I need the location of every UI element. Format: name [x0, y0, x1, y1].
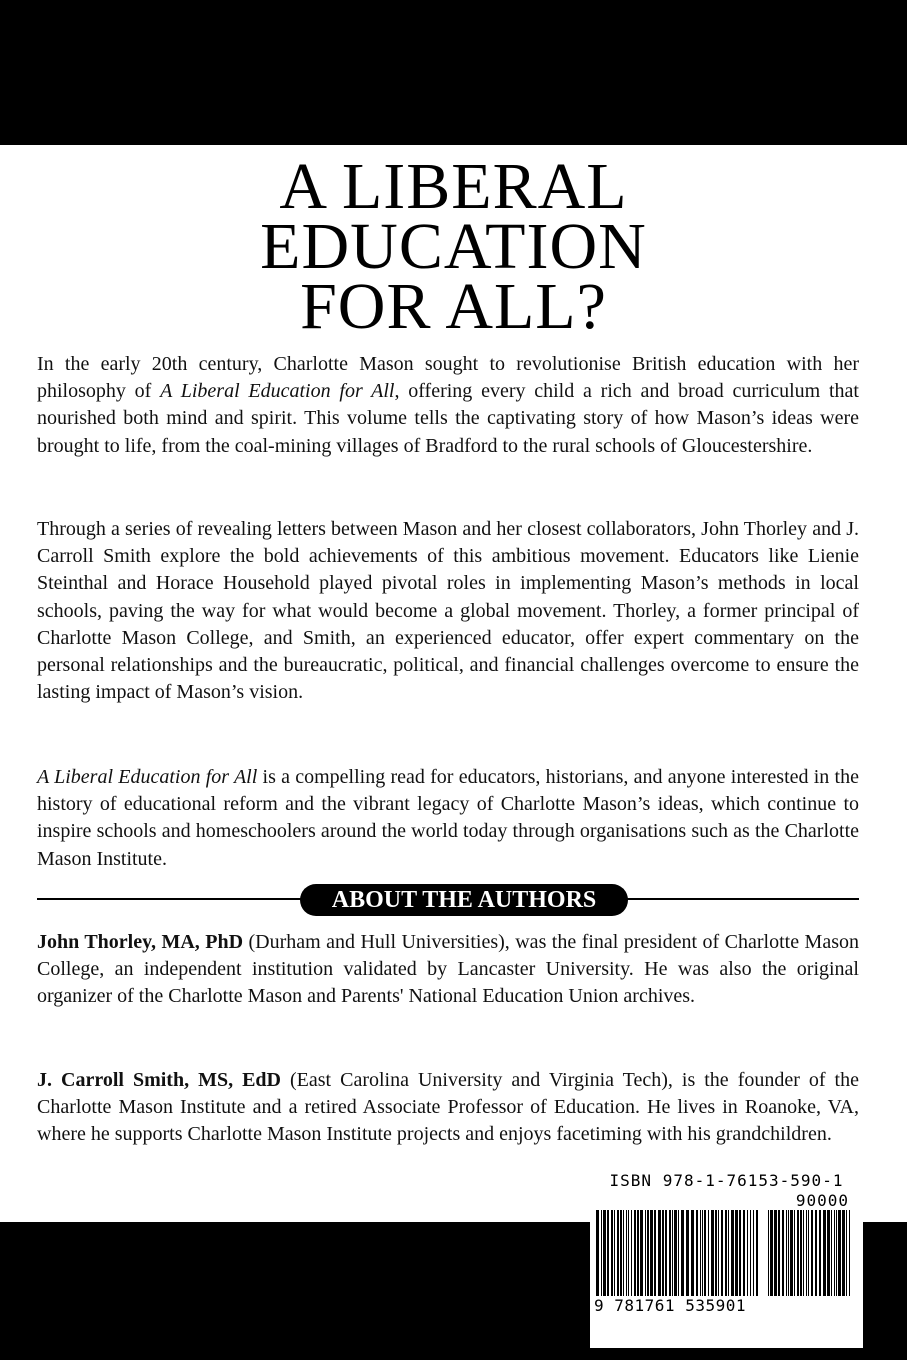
barcode-bar: [704, 1210, 706, 1296]
author2-name: J. Carroll Smith, MS, EdD: [37, 1069, 281, 1091]
barcode-bar: [782, 1210, 784, 1296]
p1-text-b: , offering every child a rich and broad curriculum that nourished both mind and spirit. This volume tells the captivating story of how Mason’s ideas were brought to life, from the coal-mining villages of Bradford to the rural schools of Gloucestershire.: [37, 380, 859, 457]
barcode-bar: [756, 1210, 758, 1296]
top-black-band: [0, 0, 907, 145]
barcode-bar: [662, 1210, 664, 1296]
barcode-bar: [803, 1210, 804, 1296]
barcode-bar: [672, 1210, 673, 1296]
barcode-bar: [846, 1210, 847, 1296]
title-line-1: A LIBERAL: [279, 150, 628, 223]
barcode-bar: [794, 1210, 795, 1296]
barcode-bar: [831, 1210, 832, 1296]
barcode-bar: [626, 1210, 627, 1296]
barcode-bar: [747, 1210, 748, 1296]
barcode-bar: [669, 1210, 671, 1296]
barcode-bar: [721, 1210, 723, 1296]
barcode-bar: [674, 1210, 677, 1296]
author-bio-thorley: [37, 929, 859, 1011]
author-bio-smith: [37, 1067, 859, 1149]
description-paragraph-2: [37, 516, 859, 706]
barcode-bar: [725, 1210, 727, 1296]
barcode-bar: [623, 1210, 624, 1296]
barcode-bar: [665, 1210, 667, 1296]
barcode-bar: [834, 1210, 835, 1296]
barcode-bar: [815, 1210, 817, 1296]
barcode-bar: [596, 1210, 599, 1296]
barcode-bar: [718, 1210, 719, 1296]
barcode-bar: [728, 1210, 729, 1296]
barcode-bar: [786, 1210, 787, 1296]
barcode-bar: [836, 1210, 837, 1296]
barcode-bar: [614, 1210, 615, 1296]
barcode-bar: [819, 1210, 821, 1296]
book-title: [0, 150, 907, 343]
barcode-bar: [628, 1210, 629, 1296]
barcode-bar: [800, 1210, 802, 1296]
barcode-bar: [788, 1210, 789, 1296]
barcode-bar: [691, 1210, 694, 1296]
authors-heading: ABOUT THE AUTHORS: [300, 884, 628, 916]
barcode-bar: [702, 1210, 703, 1296]
barcode-bar: [658, 1210, 661, 1296]
p1-text-a: In the early 20th century, Charlotte Mason sought to revolutionise British education with her philosophy of: [37, 353, 859, 403]
barcode-bar: [601, 1210, 602, 1296]
barcode-bar: [678, 1210, 679, 1296]
title-line-2: EDUCATION: [260, 210, 647, 283]
barcode-bar: [808, 1210, 809, 1296]
barcode-bar: [806, 1210, 807, 1296]
description-paragraph-1: [37, 351, 859, 460]
barcode-bar: [640, 1210, 643, 1296]
barcode-bar: [842, 1210, 845, 1296]
barcode-bar: [823, 1210, 826, 1296]
barcode-bar: [700, 1210, 701, 1296]
barcode-bar: [637, 1210, 639, 1296]
barcode-bar: [617, 1210, 619, 1296]
barcode-bar: [735, 1210, 738, 1296]
barcode-bar: [778, 1210, 780, 1296]
barcode-bar: [634, 1210, 636, 1296]
barcode-bar: [681, 1210, 684, 1296]
price-code: 90000: [795, 1191, 849, 1210]
barcode-bar: [645, 1210, 646, 1296]
barcode-bar: [753, 1210, 754, 1296]
barcode-bar: [743, 1210, 745, 1296]
barcode-bar: [696, 1210, 698, 1296]
barcode-bar: [774, 1210, 777, 1296]
addon-barcode-bars: [768, 1210, 852, 1296]
barcode-bar: [715, 1210, 717, 1296]
barcode-bar: [650, 1210, 653, 1296]
barcode-bar: [611, 1210, 613, 1296]
p3-italic-title: A Liberal Education for All: [37, 766, 258, 788]
barcode-bar: [654, 1210, 656, 1296]
barcode-bar: [631, 1210, 632, 1296]
description-paragraph-3: [37, 764, 859, 873]
barcode-bar: [607, 1210, 609, 1296]
barcode-bar: [603, 1210, 606, 1296]
ean-digits: 9 781761 535901: [594, 1296, 746, 1315]
p1-italic-title: A Liberal Education for All: [160, 380, 395, 403]
barcode-bar: [838, 1210, 841, 1296]
author1-bio: (Durham and Hull Universities), was the final president of Charlotte Mason College, an independent institution validated by Lancaster University. He was also the original organizer of the Charlotte Mason and Parents' National Education Union archives.: [37, 931, 859, 1008]
barcode-bar: [708, 1210, 709, 1296]
barcode-bar: [790, 1210, 793, 1296]
barcode-bar: [647, 1210, 649, 1296]
isbn-text: ISBN 978-1-76153-590-1: [609, 1171, 844, 1190]
barcode-bar: [620, 1210, 622, 1296]
barcode-bar: [827, 1210, 830, 1296]
barcode-bar: [711, 1210, 714, 1296]
barcode-bar: [739, 1210, 741, 1296]
author2-bio: (East Carolina University and Virginia Tech), is the founder of the Charlotte Mason Institute and a retired Associate Professor of Education. He lives in Roanoke, VA, where he supports Charlotte Mason Institute projects and enjoys facetiming with his grandchildren.: [37, 1069, 859, 1146]
ean-barcode-bars: [596, 1210, 762, 1296]
barcode-bar: [750, 1210, 751, 1296]
barcode-bar: [686, 1210, 689, 1296]
barcode-bar: [849, 1210, 850, 1296]
barcode-bar: [770, 1210, 773, 1296]
barcode-bar: [768, 1210, 769, 1296]
barcode-bar: [797, 1210, 799, 1296]
p2-text: Through a series of revealing letters between Mason and her closest collaborators, John Thorley and J. Carroll Smith explore the bold achievements of this ambitious movement. Educators like Lienie Steinthal and Horace Household played pivotal roles in implementing Mason’s methods in local schools, paving the way for what would become a global movement. Thorley, a former principal of Charlotte Mason College, and Smith, an experienced educator, offer expert commentary on the personal relationships and the bureaucratic, political, and financial challenges overcome to ensure the lasting impact of Mason’s vision.: [37, 518, 859, 704]
barcode-bar: [731, 1210, 734, 1296]
author1-name: John Thorley, MA, PhD: [37, 931, 244, 953]
isbn-barcode: [590, 1168, 863, 1348]
title-line-3: FOR ALL?: [300, 270, 607, 343]
barcode-bar: [811, 1210, 813, 1296]
p3-text: is a compelling read for educators, historians, and anyone interested in the history of educational reform and the vibrant legacy of Charlotte Mason’s ideas, which continue to inspire schools and homeschoolers around the world today through organisations such as the Charlotte Mason Institute.: [37, 766, 859, 870]
